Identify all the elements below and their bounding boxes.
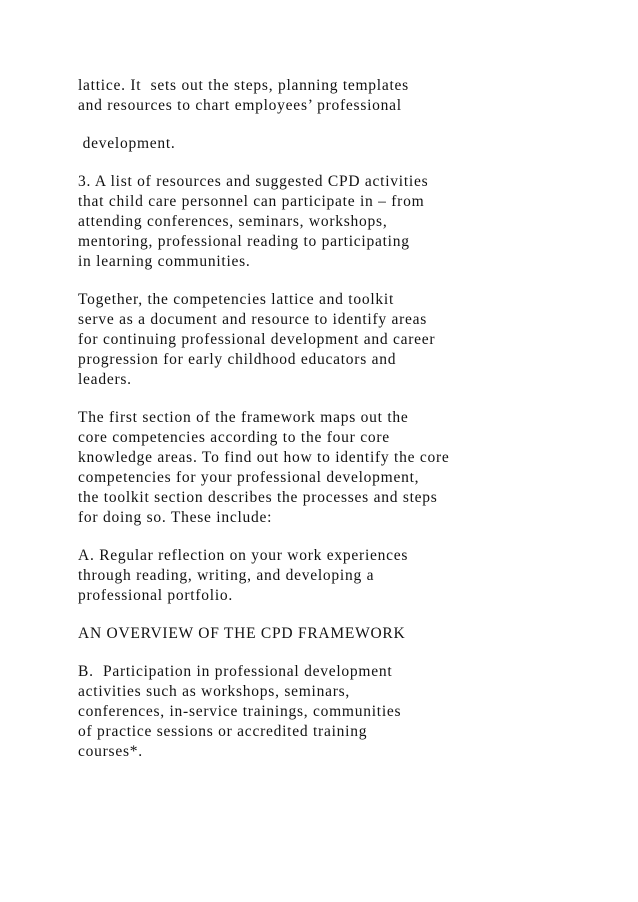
text-line: conferences, in-service trainings, communities <box>78 703 402 720</box>
heading-line: AN OVERVIEW OF THE CPD FRAMEWORK <box>78 625 406 642</box>
text-line: development. <box>78 135 176 152</box>
text-line: mentoring, professional reading to participating <box>78 233 410 250</box>
text-line: Together, the competencies lattice and toolkit <box>78 291 394 308</box>
text-line: progression for early childhood educators and <box>78 351 397 368</box>
text-line: of practice sessions or accredited training <box>78 723 368 740</box>
paragraph-together <box>78 290 618 390</box>
paragraph-development <box>78 134 618 154</box>
section-heading <box>78 624 618 644</box>
text-line: The first section of the framework maps out the <box>78 409 409 426</box>
paragraph-item-a <box>78 546 618 606</box>
text-line: through reading, writing, and developing a <box>78 567 375 584</box>
text-line: in learning communities. <box>78 253 251 270</box>
text-line: the toolkit section describes the processes and steps <box>78 489 438 506</box>
paragraph-first-section <box>78 408 618 528</box>
text-line: A. Regular reflection on your work experiences <box>78 547 409 564</box>
text-line: and resources to chart employees’ professional <box>78 97 402 114</box>
paragraph-lattice-intro <box>78 76 618 116</box>
paragraph-resource-list <box>78 172 618 272</box>
text-line: attending conferences, seminars, workshops, <box>78 213 388 230</box>
text-line: leaders. <box>78 371 132 388</box>
text-line: activities such as workshops, seminars, <box>78 683 351 700</box>
text-line: for continuing professional development and career <box>78 331 436 348</box>
text-line: B. Participation in professional development <box>78 663 393 680</box>
text-line: competencies for your professional development, <box>78 469 420 486</box>
text-line: professional portfolio. <box>78 587 234 604</box>
text-line: core competencies according to the four core <box>78 429 390 446</box>
text-line: courses*. <box>78 743 143 760</box>
text-line: for doing so. These include: <box>78 509 273 526</box>
document-body <box>78 76 618 780</box>
text-line: 3. A list of resources and suggested CPD activities <box>78 173 429 190</box>
paragraph-item-b <box>78 662 618 762</box>
text-line: knowledge areas. To find out how to identify the core <box>78 449 450 466</box>
text-line: lattice. It sets out the steps, planning templates <box>78 77 409 94</box>
text-line: that child care personnel can participate in – from <box>78 193 425 210</box>
text-line: serve as a document and resource to identify areas <box>78 311 428 328</box>
